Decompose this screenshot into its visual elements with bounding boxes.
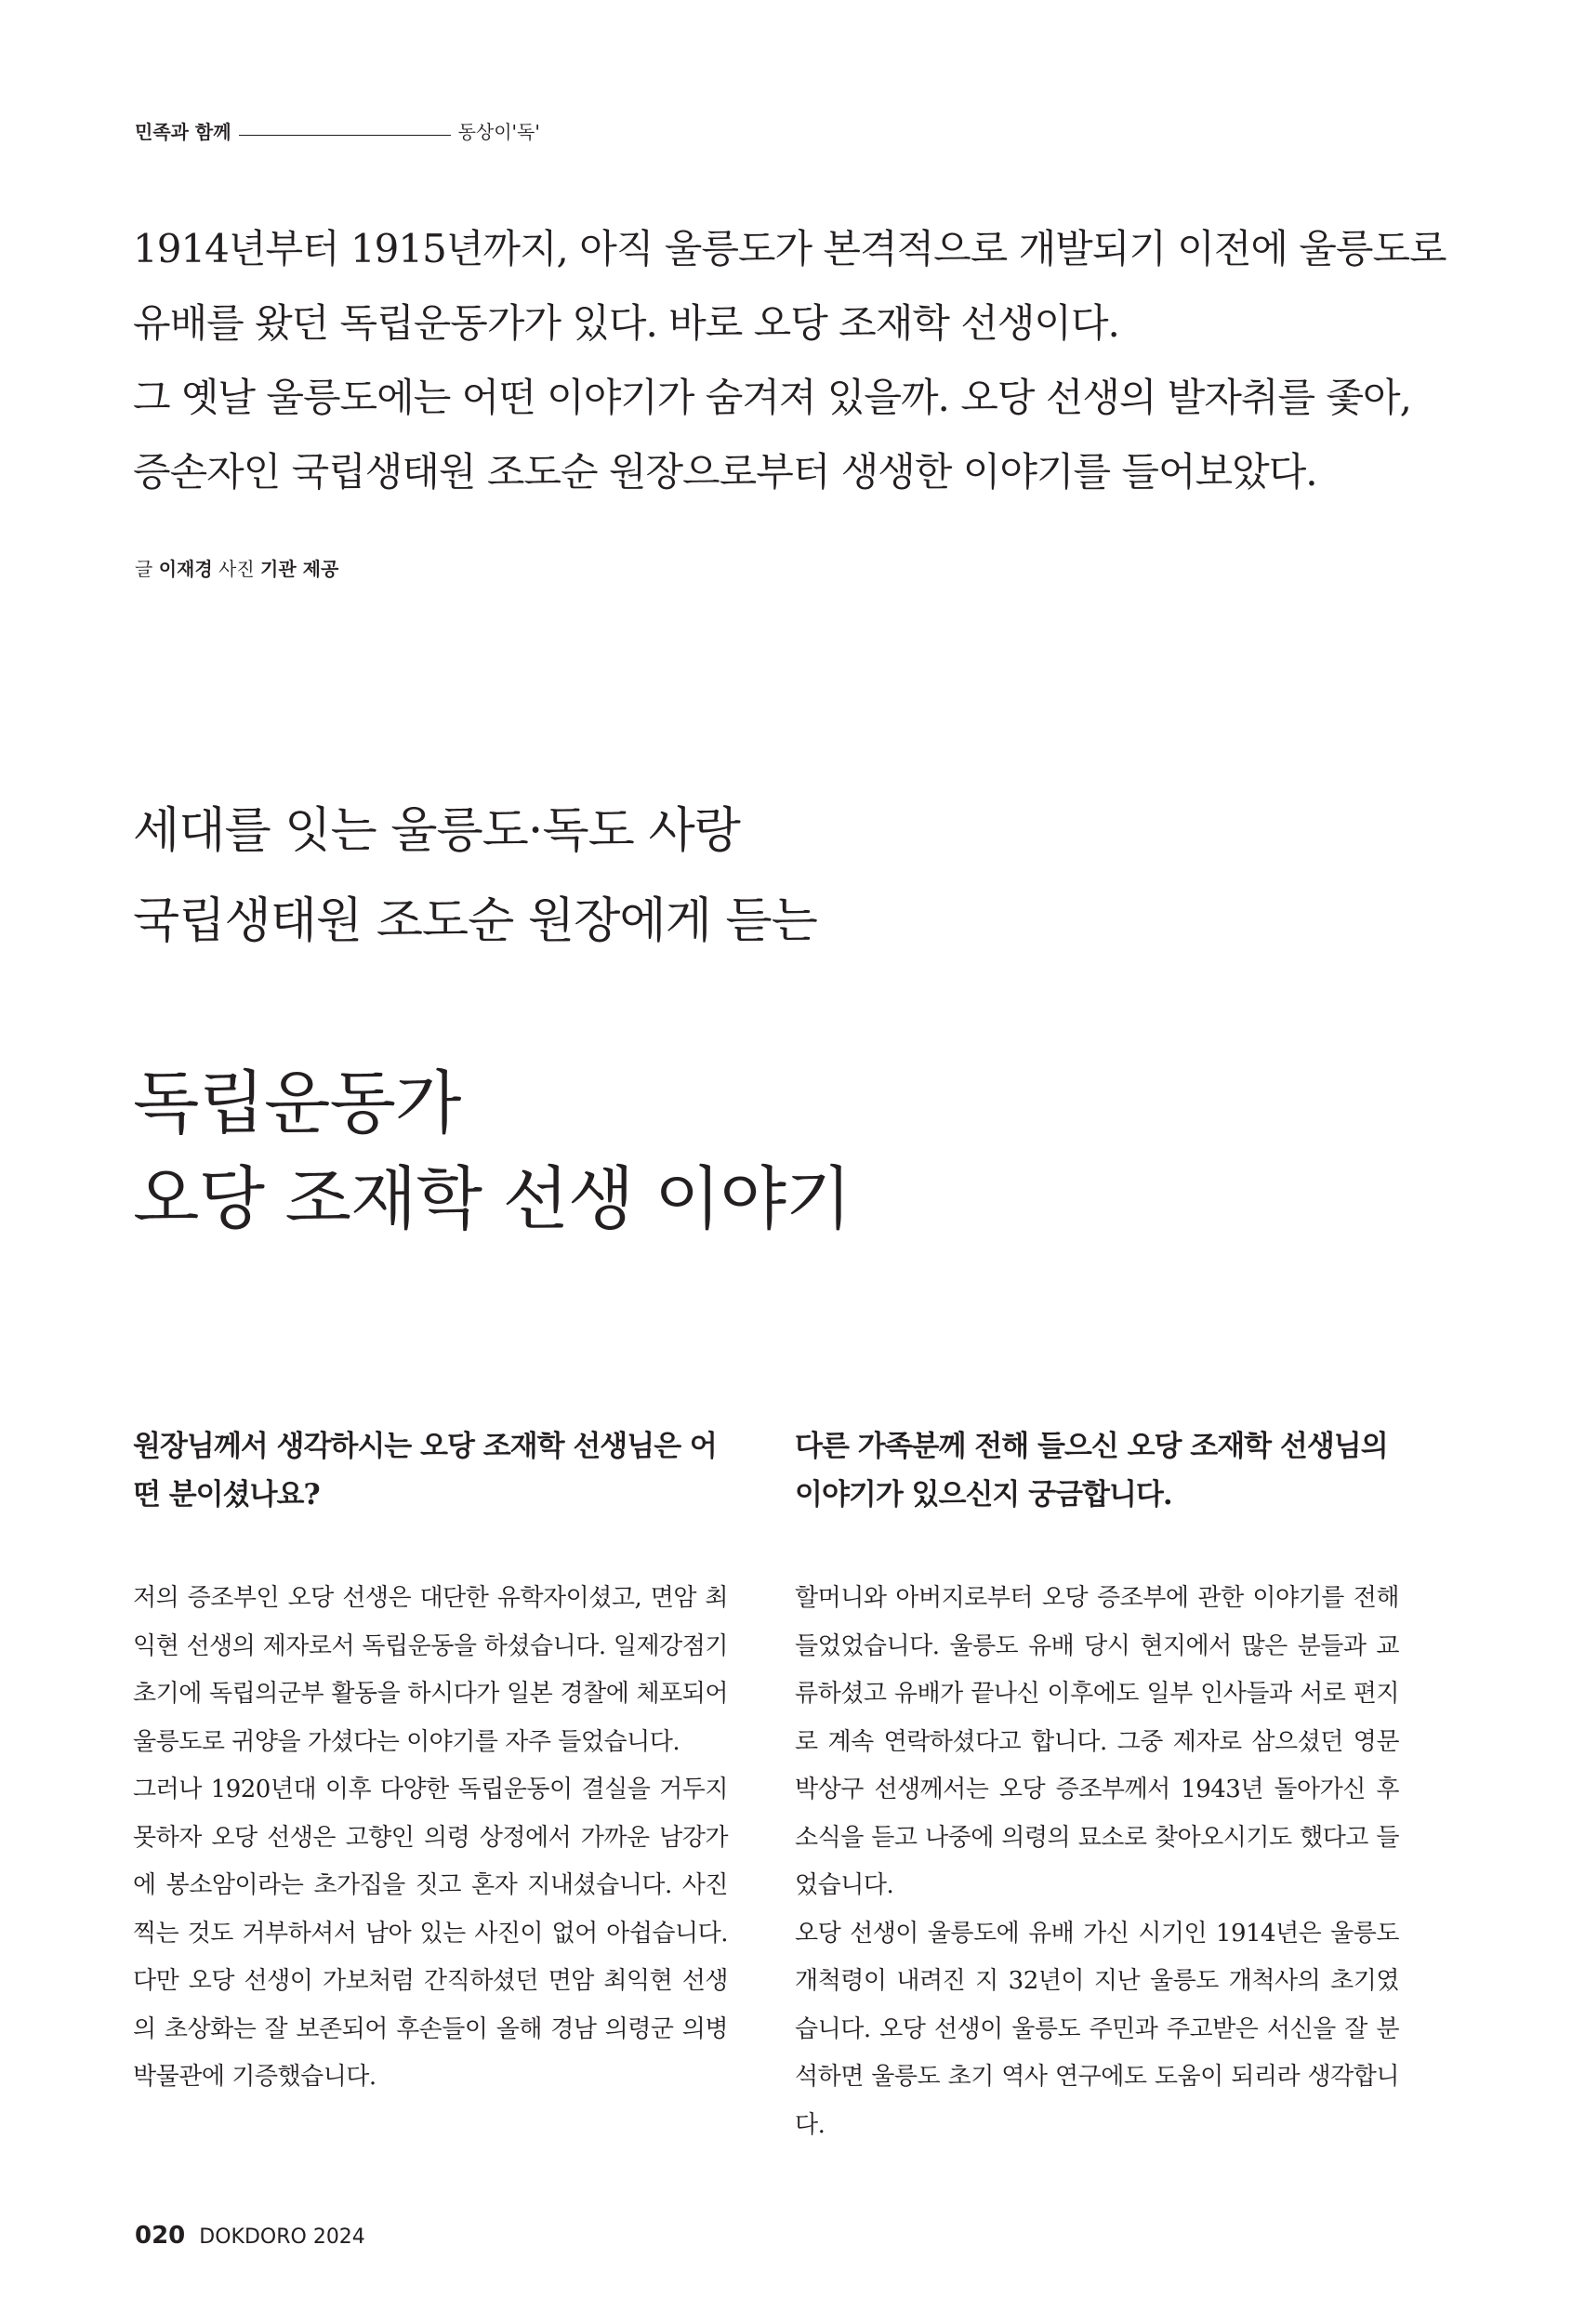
article-title (133, 1056, 851, 1248)
photo-label: 사진 (218, 558, 255, 580)
answer-paragraph: 그러나 1920년대 이후 다양한 독립운동이 결실을 거두지 못하자 오당 선생은 고향인 의령 상정에서 가까운 남강가에 봉소암이라는 초가집을 짓고 혼자 지내셨습니다. 사진 찍는 것도 거부하셔서 남아 있는 사진이 없어 아쉽습니다. 다만 오당 선생이 가보처럼 간직하셨던 면암 최익현 선생의 초상화는 잘 보존되어 후손들이 올해 경남 의령군 의병박물관에 기증했습니다. (133, 1776, 728, 2091)
answer-paragraph: 오당 선생이 울릉도에 유배 가신 시기인 1914년은 울릉도 개척령이 내려진 지 32년이 지난 울릉도 개척사의 초기였습니다. 오당 선생이 울릉도 주민과 주고받은 서신을 잘 분석하면 울릉도 초기 역사 연구에도 도움이 되리라 생각합니다. (795, 1919, 1399, 2139)
lead-paragraph (133, 212, 1546, 509)
interview-answer (133, 1575, 728, 2102)
title-line: 독립운동가 (133, 1063, 461, 1143)
interview-question: 다른 가족분께 전해 들으신 오당 조재학 선생님의 이야기가 있으신지 궁금합니다. (795, 1430, 1388, 1512)
lead-line: 증손자인 국립생태원 조도순 원장으로부터 생생한 이야기를 들어보았다. (133, 449, 1317, 495)
answer-paragraph: 저의 증조부인 오당 선생은 대단한 유학자이셨고, 면암 최익현 선생의 제자로서 독립운동을 하셨습니다. 일제강점기 초기에 독립의군부 활동을 하시다가 일본 경찰에 체포되어 울릉도로 귀양을 가셨다는 이야기를 자주 들었습니다. (133, 1584, 728, 1756)
page-footer (135, 2222, 365, 2250)
page-number: 020 (135, 2222, 186, 2250)
article-subtitle (133, 786, 817, 967)
lead-line: 유배를 왔던 독립운동가가 있다. 바로 오당 조재학 선생이다. (133, 300, 1119, 346)
answer-paragraph: 할머니와 아버지로부터 오당 증조부에 관한 이야기를 전해 들었었습니다. 울릉도 유배 당시 현지에서 많은 분들과 교류하셨고 유배가 끝나신 이후에도 일부 인사들과 서로 편지로 계속 연락하셨다고 합니다. 그중 제자로 삼으셨던 영문 박상구 선생께서는 오당 증조부께서 1943년 돌아가신 후 소식을 듣고 나중에 의령의 묘소로 찾아오시기도 했다고 들었습니다. (795, 1584, 1399, 1899)
interview-column-left (133, 1422, 728, 2102)
writer-label: 글 (135, 558, 153, 580)
header-divider (239, 135, 451, 136)
interview-column-right (795, 1422, 1399, 2149)
interview-question: 원장님께서 생각하시는 오당 조재학 선생님은 어떤 분이셨나요? (133, 1430, 717, 1512)
interview-answer (795, 1575, 1399, 2149)
section-label: 민족과 함께 (135, 121, 231, 143)
magazine-name: DOKDORO 2024 (199, 2225, 365, 2249)
photo-credit: 기관 제공 (260, 558, 339, 580)
subtitle-line: 세대를 잇는 울릉도·독도 사랑 (133, 803, 740, 859)
writer-name: 이재경 (158, 558, 213, 580)
title-line: 오당 조재학 선생 이야기 (133, 1159, 852, 1239)
lead-line: 1914년부터 1915년까지, 아직 울릉도가 본격적으로 개발되기 이전에 울릉도로 (133, 226, 1446, 271)
subtitle-line: 국립생태원 조도순 원장에게 듣는 (133, 893, 817, 949)
page-header (135, 117, 540, 144)
series-label: 동상이'독' (457, 121, 540, 143)
byline (135, 554, 338, 581)
lead-line: 그 옛날 울릉도에는 어떤 이야기가 숨겨져 있을까. 오당 선생의 발자취를 좇아, (133, 375, 1411, 420)
